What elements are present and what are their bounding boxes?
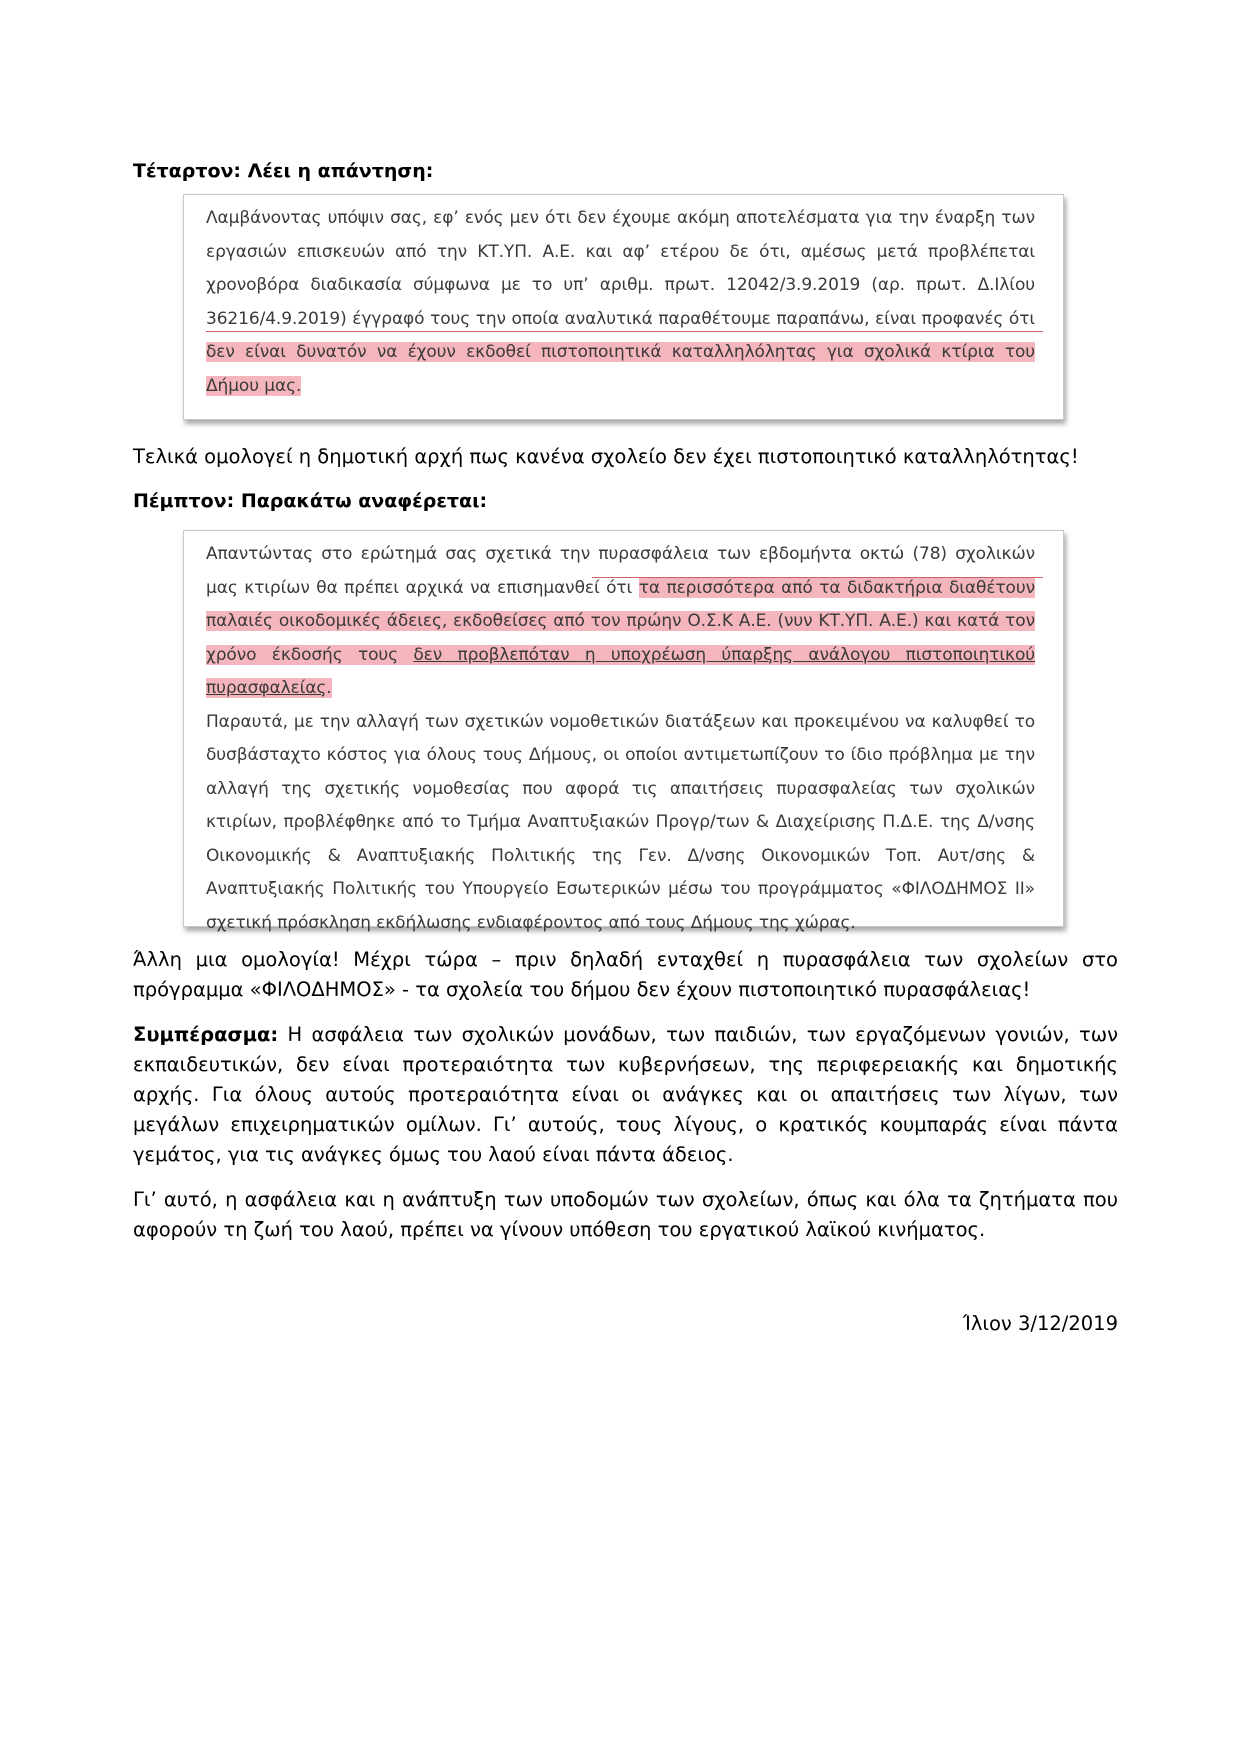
quote-plain-text: Λαμβάνοντας υπόψιν σας, εφ’ ενός μεν ότι δεν έχουμε ακόμη αποτελέσματα για την έναρξη των εργασιών επισκευών από την ΚΤ.ΥΠ. Α.Ε. και αφ’ ετέρου δε ότι, αμέσως μετά προβλέπεται χρονοβόρα διαδικασία σύμφωνα με το υπ’ αριθμ. πρωτ. 12042/3.9.2019 (αρ. πρωτ. Δ.Ιλίου 36216/4.9.2019) έγγραφό τους την οποία αναλυτικά παραθέτουμε παραπάνω, είναι προφανές ότι xyxy=(206,208,1035,329)
quote-plain-text-2: Παραυτά, με την αλλαγή των σχετικών νομοθετικών διατάξεων και προκειμένου να καλυφθεί το δυσβάσταχτο κόστος για όλους τους Δήμους, οι οποίοι αντιμετωπίζουν το ίδιο πρόβλημα με την αλλαγή της σχετικής νομοθεσίας που αφορά τις απαιτήσεις πυρασφαλείας των σχολικών κτιρίων, προβλέφθηκε από το Τμήμα Αναπτυξιακών Προγρ/των & Διαχείρισης Π.Δ.Ε. της Δ/νσης Οικονομικής & Αναπτυξιακής Πολιτικής της Γεν. Δ/νσης Οικονομικών Τοπ. Αυτ/σης & Αναπτυξιακής Πολιτικής του Υπουργείο Εσωτερικών μέσω του προγράμματος «ΦΙΛΟΔΗΜΟΣ ΙΙ» σχετική πρόσκληση εκδήλωσης ενδιαφέροντος από τους Δήμους της χώρας. xyxy=(206,711,1035,933)
quote-text xyxy=(206,202,1035,403)
closing-paragraph: Γι’ αυτό, η ασφάλεια και η ανάπτυξη των υποδομών των σχολείων, όπως και όλα τα ζητήματα που αφορούν τη ζωή του λαού, πρέπει να γίνουν υπόθεση του εργατικού λαϊκού κινήματος. xyxy=(133,1188,1118,1241)
section5-heading: Πέμπτον: Παρακάτω αναφέρεται: xyxy=(133,490,488,512)
quote-plain-text-1: Απαντώντας στο ερώτημά σας σχετικά την πυρασφάλεια των εβδομήντα οκτώ (78) σχολικών μας κτιρίων θα πρέπει αρχικά να επισημανθεί ότι xyxy=(206,544,1035,598)
signature-date: Ίλιον 3/12/2019 xyxy=(962,1312,1118,1335)
section4-comment: Τελικά ομολογεί η δημοτική αρχή πως κανένα σχολείο δεν έχει πιστοποιητικό καταλληλότητας! xyxy=(133,445,1079,468)
conclusion-text: Η ασφάλεια των σχολικών μονάδων, των παιδιών, των εργαζόμενων γονιών, των εκπαιδευτικών, δεν είναι προτεραιότητα των κυβερνήσεων, της περιφερειακής και δημοτικής αρχής. Για όλους αυτούς προτεραιότητα είναι οι ανάγκες και οι απαιτήσεις των λίγων, των μεγάλων επιχειρηματικών ομίλων. Γι’ αυτούς, τους λίγους, ο κρατικός κουμπαράς είναι πάντα γεμάτος, για τις ανάγκες όμως του λαού είναι πάντα άδειος. xyxy=(133,1023,1118,1166)
quote-highlighted-end: . xyxy=(326,678,332,698)
quote-box-response xyxy=(183,194,1064,420)
quote-highlighted-text: τα περισσότερα από τα διδακτήρια διαθέτουν παλαιές οικοδομικές άδειες, εκδοθείσες από τον πρώην Ο.Σ.Κ Α.Ε. (νυν ΚΤ.ΥΠ. Α.Ε.) και κατά τον χρόνο έκδοσής τους xyxy=(206,577,1035,665)
section5-comment: Άλλη μια ομολογία! Μέχρι τώρα – πριν δηλαδή ενταχθεί η πυρασφάλεια των σχολείων στο πρόγραμμα «ΦΙΛΟΔΗΜΟΣ» - τα σχολεία του δήμου δεν έχουν πιστοποιητικό πυρασφάλειας! xyxy=(133,948,1118,1001)
quote-text xyxy=(206,538,1035,940)
quote-highlighted-text: δεν είναι δυνατόν να έχουν εκδοθεί πιστοποιητικά καταλληλόλητας για σχολικά κτίρια του Δήμου μας. xyxy=(206,342,1035,396)
quote-box-fire-safety xyxy=(183,530,1064,933)
conclusion-paragraph xyxy=(133,1020,1118,1170)
conclusion-label: Συμπέρασμα: xyxy=(133,1023,279,1046)
section4-heading: Τέταρτον: Λέει η απάντηση: xyxy=(133,160,434,182)
quote-highlighted-underlined-text: δεν προβλεπόταν η υποχρέωση ύπαρξης ανάλογου πιστοποιητικού πυρασφαλείας xyxy=(206,644,1035,698)
